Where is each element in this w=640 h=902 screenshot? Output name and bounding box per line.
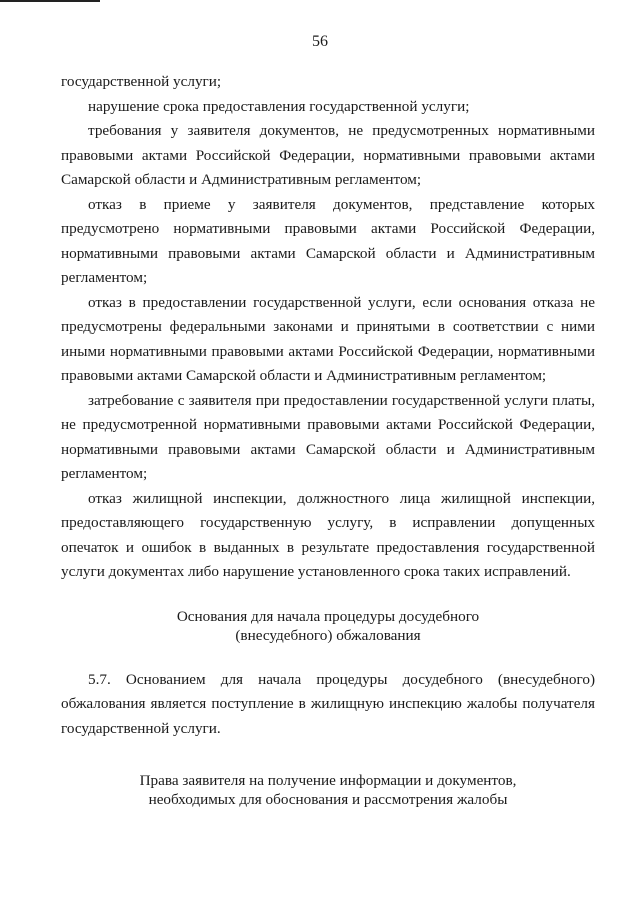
paragraph-refusal-service: отказ в предоставлении государственной услуги, если основания отказа не предусмотрены федеральными законами и принятыми в соответствии с ними иными нормативными правовыми актами Российской Федерации, нормативными правовыми актами Самарской области и Административным регламентом; [61, 293, 595, 384]
paragraph-correction-refusal: отказ жилищной инспекции, должностного лица жилищной инспекции, предоставляющего государственную услугу, в исправлении допущенных опечаток и ошибок в выданных в результате предоставления государственной услуги документах либо нарушение установленного срока таких исправлений. [61, 489, 595, 580]
paragraph-fee-demand: затребование с заявителя при предоставлении государственной услуги платы, не предусмотренной нормативными правовыми актами Российской Федерации, нормативными правовыми актами Самарской области и Административным регламентом; [61, 391, 595, 482]
page-number: 56 [312, 33, 328, 50]
paragraph-extra-documents: требования у заявителя документов, не предусмотренных нормативными правовыми актами Российской Федерации, нормативными правовыми актами Самарской области и Административным регламентом; [61, 122, 595, 188]
section-heading-grounds-line2: (внесудебного) обжалования [235, 626, 421, 644]
section-heading-grounds-line1: Основания для начала процедуры досудебного [176, 607, 480, 625]
section-heading-grounds [61, 607, 595, 645]
paragraph-5-7: 5.7. Основанием для начала процедуры досудебного (внесудебного) обжалования является поступление в жилищную инспекцию жалобы получателя государственной услуги. [61, 670, 595, 737]
section-heading-rights-line1: Права заявителя на получение информации и документов, [139, 772, 517, 789]
paragraph-continuation: государственной услуги; [61, 73, 222, 90]
section-heading-rights [61, 771, 595, 809]
paragraph-deadline-violation: нарушение срока предоставления государственной услуги; [88, 97, 470, 115]
section-heading-rights-line2: необходимых для обоснования и рассмотрения жалобы [148, 791, 508, 808]
top-rule [0, 0, 100, 2]
document-body [61, 70, 595, 809]
paragraph-refusal-acceptance: отказ в приеме у заявителя документов, представление которых предусмотрено нормативными правовыми актами Российской Федерации, нормативными правовыми актами Самарской области и Административным регламентом; [61, 195, 595, 286]
